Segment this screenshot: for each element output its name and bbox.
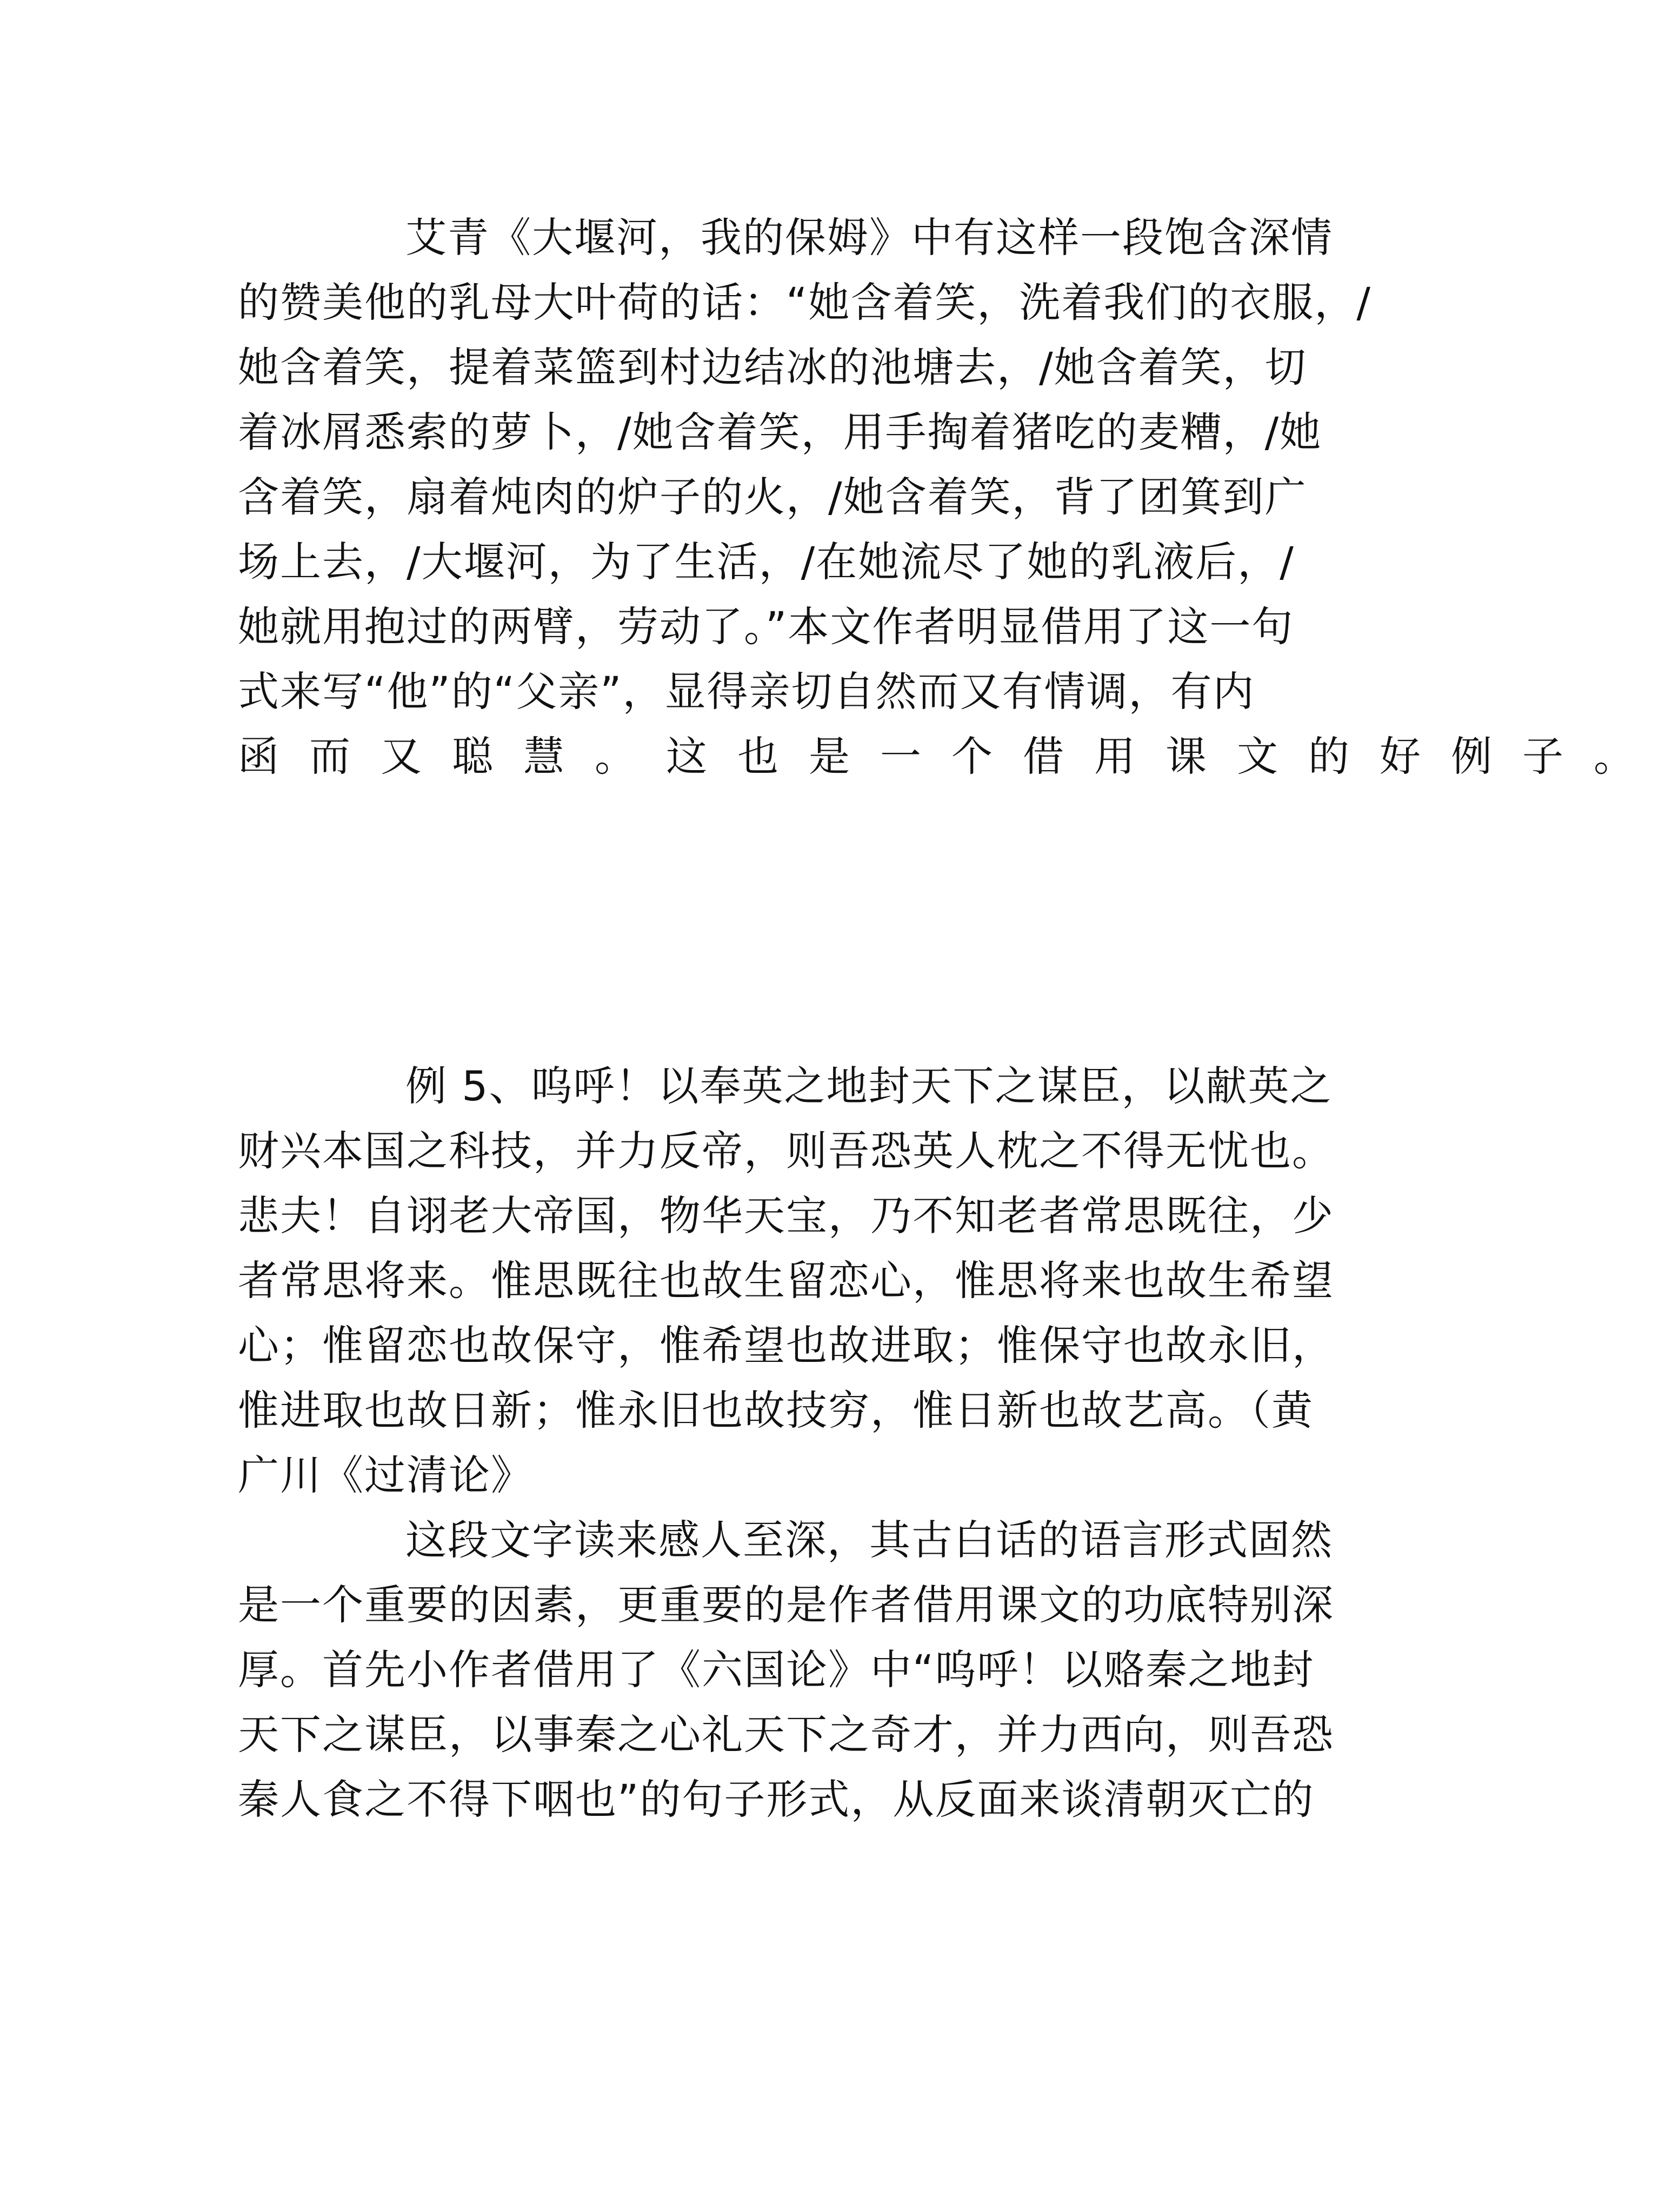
paragraph-line: 含着笑，扇着炖肉的炉子的火，/她含着笑，背了团箕到广 [238, 473, 1307, 521]
paragraph-line: 例 5、呜呼！以奉英之地封天下之谋臣，以献英之 [405, 1062, 1333, 1110]
paragraph-line: 广川《过清论》 [238, 1451, 533, 1499]
paragraph-line: 着冰屑悉索的萝卜，/她含着笑，用手掏着猪吃的麦糟，/她 [238, 408, 1322, 456]
paragraph-line: 这段文字读来感人至深，其古白话的语言形式固然 [405, 1516, 1333, 1564]
paragraph-line: 的赞美他的乳母大叶荷的话：“她含着笑，洗着我们的衣服，/ [238, 278, 1371, 326]
paragraph-line: 艾青《大堰河，我的保姆》中有这样一段饱含深情 [405, 213, 1333, 262]
paragraph-line: 厚。首先小作者借用了《六国论》中“呜呼！以赂秦之地封 [238, 1646, 1315, 1694]
paragraph-line: 她含着笑，提着菜篮到村边结冰的池塘去，/她含着笑，切 [238, 343, 1307, 391]
paragraph-line: 秦人食之不得下咽也”的句子形式，从反面来谈清朝灭亡的 [238, 1775, 1315, 1823]
paragraph-line: 场上去，/大堰河，为了生活，/在她流尽了她的乳液后，/ [238, 538, 1295, 586]
paragraph-line: 悲夫！自诩老大帝国，物华天宝，乃不知老者常思既往，少 [238, 1192, 1334, 1240]
paragraph-line: 心；惟留恋也故保守，惟希望也故进取；惟保守也故永旧， [238, 1321, 1334, 1369]
paragraph-line: 者常思将来。惟思既往也故生留恋心，惟思将来也故生希望 [238, 1257, 1334, 1305]
paragraph-line: 函而又聪慧。这也是一个借用课文的好例子。 [238, 732, 1665, 780]
paragraph-line: 她就用抱过的两臂，劳动了。”本文作者明显借用了这一句 [238, 603, 1294, 651]
paragraph-line: 天下之谋臣，以事秦之心礼天下之奇才，并力西向，则吾恐 [238, 1710, 1334, 1759]
paragraph-line: 财兴本国之科技，并力反帝，则吾恐英人枕之不得无忧也。 [238, 1127, 1334, 1175]
paragraph-line: 式来写“他”的“父亲”，显得亲切自然而又有情调，有内 [238, 667, 1255, 716]
paragraph-line: 是一个重要的因素，更重要的是作者借用课文的功底特别深 [238, 1581, 1334, 1629]
paragraph-line: 惟进取也故日新；惟永旧也故技穷，惟日新也故艺高。（黄 [238, 1386, 1314, 1434]
